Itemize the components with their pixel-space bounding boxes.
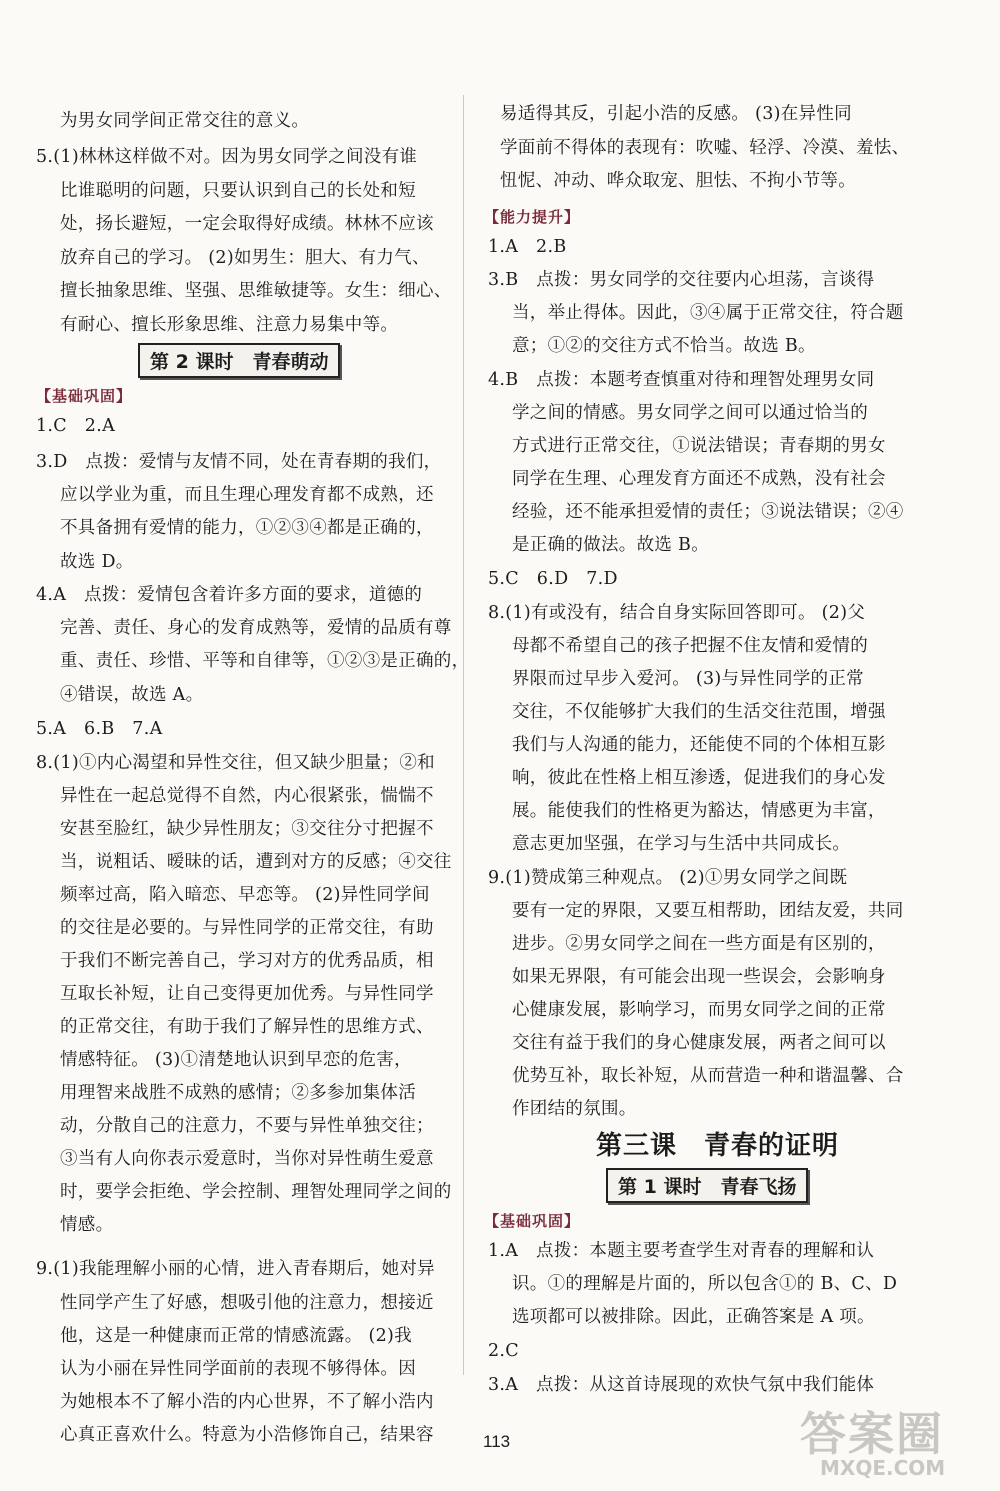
text-line: 5.(1)林林这样做不对。因为男女同学之间没有谁 bbox=[36, 147, 418, 167]
text-line: 当，举止得体。因此，③④属于正常交往，符合题 bbox=[512, 303, 904, 323]
text-line: 应以学业为重，而且生理心理发育都不成熟，还 bbox=[60, 485, 434, 505]
text-line: 3.B 点拨：男女同学的交往要内心坦荡，言谈得 bbox=[488, 270, 875, 290]
watermark-text: 答案圈 bbox=[800, 1407, 944, 1461]
text-line: 3.A 点拨：从这首诗展现的欢快气氛中我们能体 bbox=[488, 1375, 875, 1395]
text-line: 1.A 2.B bbox=[488, 237, 567, 257]
text-line: 交往有益于我们的身心健康发展，两者之间可以 bbox=[512, 1033, 886, 1053]
text-line: 易适得其反，引起小浩的反感。 (3)在异性同 bbox=[500, 104, 852, 124]
text-line: 8.(1)有或没有，结合自身实际回答即可。 (2)父 bbox=[488, 603, 866, 623]
text-line: 作团结的氛围。 bbox=[512, 1099, 637, 1119]
text-line: 心真正喜欢什么。特意为小浩修饰自己，结果容 bbox=[60, 1425, 434, 1445]
text-line: 5.A 6.B 7.A bbox=[36, 719, 163, 739]
text-line: 为她根本不了解小浩的内心世界，不了解小浩内 bbox=[60, 1392, 434, 1412]
column-divider bbox=[463, 95, 464, 1375]
section-title: 第 1 课时 青春飞扬 bbox=[606, 1168, 808, 1203]
text-line: 忸怩、冲动、哗众取宠、胆怯、不拘小节等。 bbox=[500, 171, 856, 191]
text-line: 动，分散自己的注意力，不要与异性单独交往； bbox=[60, 1116, 434, 1136]
page-number: 113 bbox=[483, 1432, 511, 1451]
text-line: 母都不希望自己的孩子把握不住友情和爱情的 bbox=[512, 636, 868, 656]
text-line: 重、责任、珍惜、平等和自律等，①②③是正确的， bbox=[60, 651, 470, 671]
text-line: 安甚至脸红，缺少异性朋友；③交往分寸把握不 bbox=[60, 819, 434, 839]
text-line: 1.C 2.A bbox=[36, 416, 116, 436]
text-line: 不具备拥有爱情的能力，①②③④都是正确的， bbox=[60, 518, 434, 538]
text-line: 比谁聪明的问题，只要认识到自己的长处和短 bbox=[60, 181, 416, 201]
text-line: 优势互补，取长补短，从而营造一种和谐温馨、合 bbox=[512, 1066, 904, 1086]
section-title: 第 2 课时 青春萌动 bbox=[138, 343, 340, 378]
text-line: 完善、责任、身心的发育成熟等，爱情的品质有尊 bbox=[60, 618, 452, 638]
text-line: 进步。②男女同学之间在一些方面是有区别的， bbox=[512, 934, 886, 954]
text-line: 为男女同学间正常交往的意义。 bbox=[60, 111, 310, 131]
text-line: 心健康发展，影响学习，而男女同学之间的正常 bbox=[512, 1000, 886, 1020]
text-line: 响，彼此在性格上相互渗透，促进我们的身心发 bbox=[512, 768, 886, 788]
text-line: ④错误，故选 A。 bbox=[60, 685, 204, 705]
text-line: 识。①的理解是片面的，所以包含①的 B、C、D bbox=[512, 1274, 898, 1294]
section-tag: 【基础巩固】 bbox=[484, 1212, 581, 1230]
text-line: 他，这是一种健康而正常的情感流露。 (2)我 bbox=[60, 1326, 412, 1346]
text-line: ③当有人向你表示爱意时，当你对异性萌生爱意 bbox=[60, 1149, 434, 1169]
text-line: 4.B 点拨：本题考查慎重对待和理智处理男女同 bbox=[488, 370, 875, 390]
text-line: 有耐心、擅长形象思维、注意力易集中等。 bbox=[60, 315, 399, 335]
text-line: 当，说粗话、暧昧的话，遭到对方的反感；④交往 bbox=[60, 852, 452, 872]
watermark-url: MXQE.COM bbox=[820, 1456, 946, 1480]
text-line: 放弃自己的学习。 (2)如男生：胆大、有力气、 bbox=[60, 248, 430, 268]
text-line: 展。能使我们的性格更为豁达，情感更为丰富， bbox=[512, 801, 886, 821]
text-line: 选项都可以被排除。因此，正确答案是 A 项。 bbox=[512, 1307, 875, 1327]
text-line: 学面前不得体的表现有：吹嘘、轻浮、冷漠、羞怯、 bbox=[500, 138, 910, 158]
text-line: 界限而过早步入爱河。 (3)与异性同学的正常 bbox=[512, 669, 864, 689]
text-line: 经验，还不能承担爱情的责任；③说法错误；②④ bbox=[512, 502, 904, 522]
text-line: 如果无界限，有可能会出现一些误会，会影响身 bbox=[512, 967, 886, 987]
text-line: 的交往是必要的。与异性同学的正常交往，有助 bbox=[60, 918, 434, 938]
text-line: 故选 D。 bbox=[60, 552, 134, 572]
text-line: 8.(1)①内心渴望和异性交往，但又缺少胆量；②和 bbox=[36, 753, 435, 773]
section-tag: 【基础巩固】 bbox=[36, 387, 133, 405]
text-line: 方式进行正常交往，①说法错误；青春期的男女 bbox=[512, 436, 886, 456]
text-line: 意；①②的交往方式不恰当。故选 B。 bbox=[512, 336, 816, 356]
text-line: 要有一定的界限，又要互相帮助，团结友爱，共同 bbox=[512, 901, 904, 921]
text-line: 情感。 bbox=[60, 1215, 114, 1235]
text-line: 互取长补短，让自己变得更加优秀。与异性同学 bbox=[60, 984, 434, 1004]
text-line: 交往，不仅能够扩大我们的生活交往范围，增强 bbox=[512, 702, 886, 722]
text-line: 的正常交往，有助于我们了解异性的思维方式、 bbox=[60, 1017, 434, 1037]
text-line: 学之间的情感。男女同学之间可以通过恰当的 bbox=[512, 403, 868, 423]
text-line: 处，扬长避短，一定会取得好成绩。林林不应该 bbox=[60, 214, 434, 234]
text-line: 同学在生理、心理发育方面还不成熟，没有社会 bbox=[512, 469, 886, 489]
text-line: 擅长抽象思维、坚强、思维敏捷等。女生：细心、 bbox=[60, 281, 452, 301]
text-line: 用理智来战胜不成熟的感情；②多参加集体活 bbox=[60, 1083, 416, 1103]
text-line: 异性在一起总觉得不自然，内心很紧张，惴惴不 bbox=[60, 786, 434, 806]
text-line: 3.D 点拨：爱情与友情不同，处在青春期的我们， bbox=[36, 452, 442, 472]
text-line: 9.(1)赞成第三种观点。 (2)①男女同学之间既 bbox=[488, 868, 848, 888]
text-line: 性同学产生了好感，想吸引他的注意力，想接近 bbox=[60, 1293, 434, 1313]
text-line: 情感特征。 (3)①清楚地认识到早恋的危害， bbox=[60, 1050, 412, 1070]
text-line: 2.C bbox=[488, 1341, 519, 1361]
text-line: 我们与人沟通的能力，还能使不同的个体相互影 bbox=[512, 735, 886, 755]
text-line: 时，要学会拒绝、学会控制、理智处理同学之间的 bbox=[60, 1182, 452, 1202]
watermark-logo bbox=[800, 1398, 990, 1483]
text-line: 4.A 点拨：爱情包含着许多方面的要求，道德的 bbox=[36, 585, 423, 605]
section-tag: 【能力提升】 bbox=[484, 208, 581, 226]
text-line: 于我们不断完善自己，学习对方的优秀品质，相 bbox=[60, 951, 434, 971]
text-line: 是正确的做法。故选 B。 bbox=[512, 535, 710, 555]
text-line: 9.(1)我能理解小丽的心情，进入青春期后，她对异 bbox=[36, 1259, 435, 1279]
lesson-title: 第三课 青春的证明 bbox=[596, 1131, 840, 1161]
text-line: 意志更加坚强，在学习与生活中共同成长。 bbox=[512, 834, 851, 854]
text-line: 频率过高，陷入暗恋、早恋等。 (2)异性同学间 bbox=[60, 885, 430, 905]
text-line: 1.A 点拨：本题主要考查学生对青春的理解和认 bbox=[488, 1241, 875, 1261]
text-line: 认为小丽在异性同学面前的表现不够得体。因 bbox=[60, 1359, 416, 1379]
text-line: 5.C 6.D 7.D bbox=[488, 569, 618, 589]
